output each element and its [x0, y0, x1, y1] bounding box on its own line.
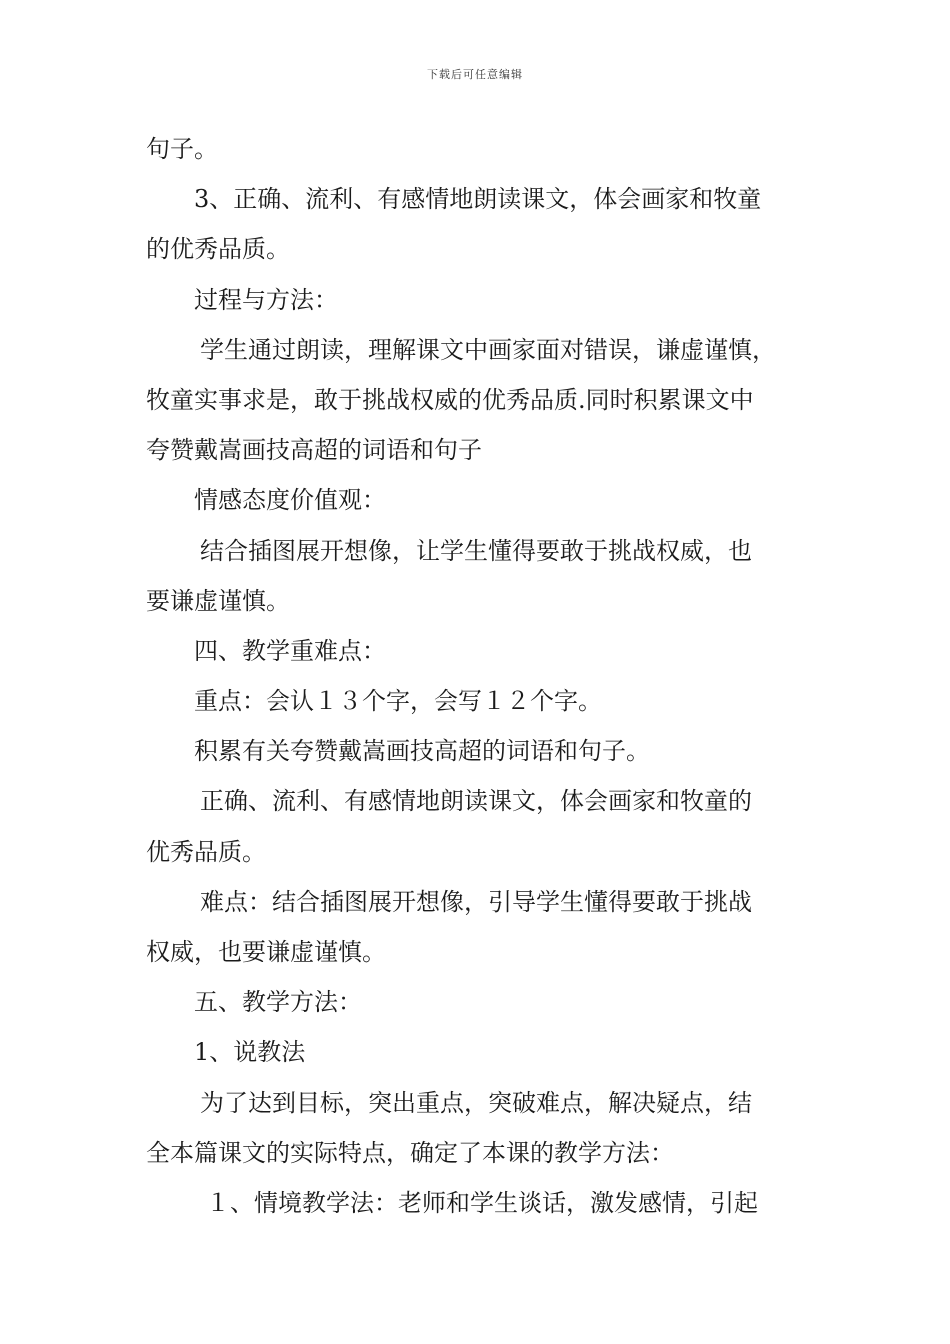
section-heading: 1、说教法 [194, 1038, 306, 1067]
text-line: 正确、流利、有感情地朗读课文，体会画家和牧童的 [200, 787, 752, 816]
text-line: １、情境教学法：老师和学生谈话，激发感情，引起 [206, 1188, 758, 1217]
text-line: 要谦虚谨慎。 [146, 586, 290, 615]
document-body [146, 124, 826, 1228]
section-heading: 五、教学方法： [194, 988, 362, 1017]
section-heading: 过程与方法： [194, 285, 338, 314]
text-line: 权威，也要谦虚谨慎。 [146, 938, 386, 966]
text-line: 全本篇课文的实际特点，确定了本课的教学方法： [146, 1138, 674, 1167]
text-line: 3、正确、流利、有感情地朗读课文，体会画家和牧童 [194, 185, 762, 214]
text-line: 结合插图展开想像，让学生懂得要敢于挑战权威，也 [200, 536, 752, 565]
text-line: 积累有关夸赞戴嵩画技高超的词语和句子。 [194, 737, 650, 766]
text-line: 的优秀品质。 [146, 235, 290, 264]
section-heading: 情感态度价值观： [194, 486, 386, 515]
text-line: 夸赞戴嵩画技高超的词语和句子 [146, 436, 482, 465]
text-line: 牧童实事求是，敢于挑战权威的优秀品质.同时积累课文中 [146, 385, 754, 414]
section-heading: 四、教学重难点： [194, 636, 386, 665]
text-line: 难点：结合插图展开想像，引导学生懂得要敢于挑战 [200, 887, 752, 916]
text-line: 优秀品质。 [146, 837, 266, 866]
page-header: 下载后可任意编辑 [427, 68, 523, 81]
text-line: 句子。 [146, 135, 218, 163]
text-line: 重点：会认１３个字，会写１２个字。 [194, 687, 602, 716]
text-line: 为了达到目标，突出重点，突破难点，解决疑点，结 [200, 1088, 752, 1117]
text-line: 学生通过朗读，理解课文中画家面对错误，谦虚谨慎， [200, 335, 776, 364]
